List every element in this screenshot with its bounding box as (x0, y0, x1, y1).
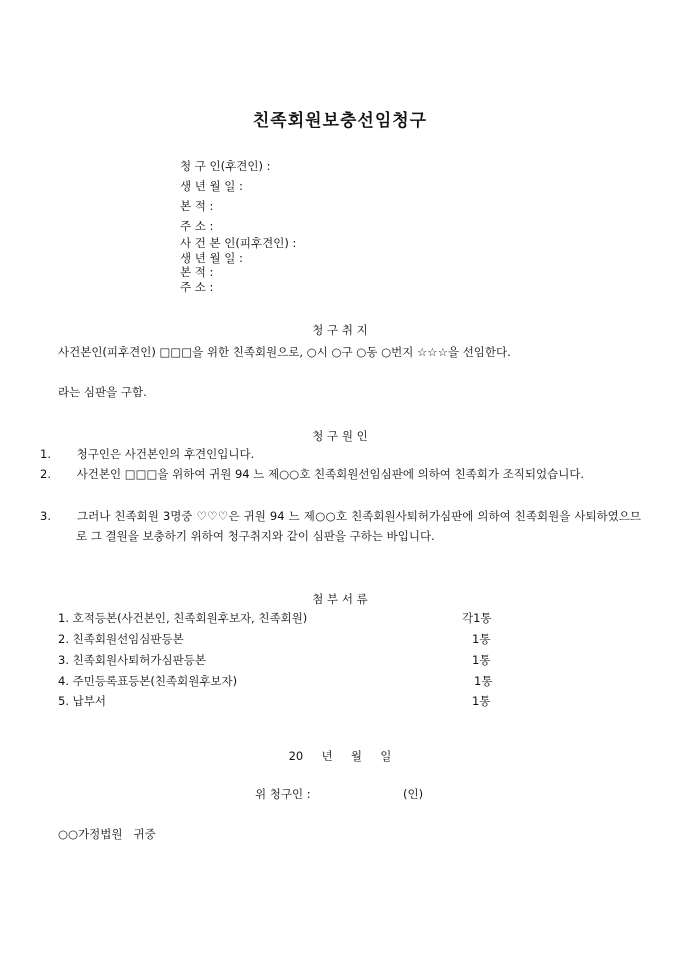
attachment-item-qty: 1통 (472, 632, 491, 646)
cause-item-number: 3. (40, 509, 51, 523)
attachment-item-qty: 각1통 (462, 611, 492, 625)
cause-item-text: 그러나 친족회원 3명중 ♡♡♡은 귀원 94 느 제○○호 친족회원사퇴허가심판에 의하여 친족회원을 사퇴하였으므로 그 결원을 보충하기 위하여 청구취지와 같이 심판을 구하는 바입니다. (76, 509, 642, 543)
seal-mark: (인) (403, 787, 424, 801)
attachment-item-qty: 1통 (474, 674, 493, 688)
court-addressee: ○○가정법원 귀중 (58, 827, 156, 841)
purpose-text: 사건본인(피후견인) □□□을 위한 친족회원으로, ○시 ○구 ○동 ○번지 ☆☆☆을 선임한다. (58, 345, 511, 359)
claimant-birthdate-field: 생 년 월 일 : (180, 179, 243, 193)
date-line: 20 년 월 일 (288, 749, 392, 763)
attachment-item-label: 3. 친족회원사퇴허가심판등본 (58, 653, 206, 667)
cause-item (40, 444, 641, 464)
ward-domicile-field: 본 적 : (180, 265, 214, 279)
attachment-item-label: 1. 호적등본(사건본인, 친족회원후보자, 친족회원) (58, 611, 308, 625)
cause-item (40, 506, 642, 546)
attachment-item-label: 5. 납부서 (58, 694, 106, 708)
purpose-closing: 라는 심판을 구함. (58, 385, 147, 399)
cause-item-text: 청구인은 사건본인의 후견인입니다. (76, 447, 255, 461)
attachment-item-qty: 1통 (472, 653, 491, 667)
cause-item-text: 사건본인 □□□을 위하여 귀원 94 느 제○○호 친족회원선임심판에 의하여 친족회가 조직되었습니다. (76, 467, 585, 481)
ward-field: 사 건 본 인(피후견인) : (180, 236, 297, 250)
cause-heading: 청 구 원 인 (312, 429, 368, 443)
cause-item (40, 464, 641, 484)
ward-birthdate-field: 생 년 월 일 : (180, 251, 243, 265)
claimant-field: 청 구 인(후견인) : (180, 159, 271, 173)
claimant-domicile-field: 본 적 : (180, 199, 214, 213)
cause-item-number: 2. (40, 467, 51, 481)
purpose-heading: 청 구 취 지 (312, 323, 368, 337)
attachment-item-label: 4. 주민등록표등본(친족회원후보자) (58, 674, 238, 688)
ward-address-field: 주 소 : (180, 280, 214, 294)
signature-label: 위 청구인 : (255, 787, 311, 801)
attachments-heading: 첨 부 서 류 (312, 592, 368, 606)
cause-item-number: 1. (40, 447, 51, 461)
attachment-item-label: 2. 친족회원선임심판등본 (58, 632, 184, 646)
claimant-address-field: 주 소 : (180, 219, 214, 233)
document-title: 친족회원보충선임청구 (252, 111, 428, 131)
attachment-item-qty: 1통 (472, 694, 491, 708)
